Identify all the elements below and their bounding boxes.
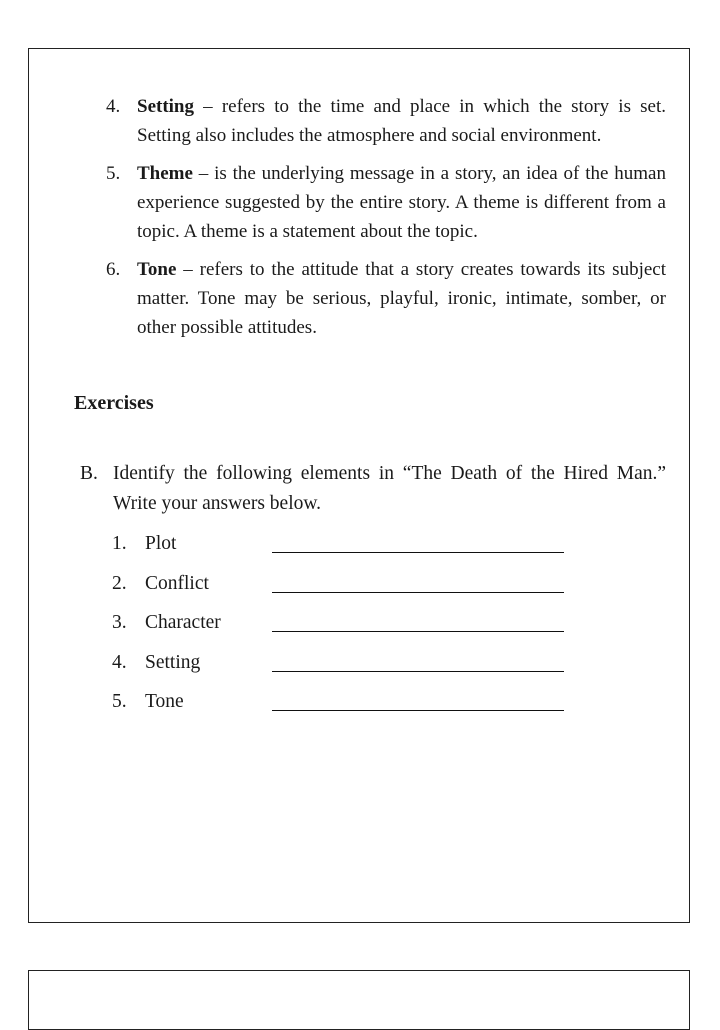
- answer-label: Setting: [145, 651, 201, 673]
- term-setting: Setting: [137, 96, 194, 117]
- answer-blank-line[interactable]: [272, 710, 564, 711]
- answer-number: 2.: [112, 572, 127, 594]
- answer-label: Tone: [145, 691, 184, 712]
- term-theme: Theme: [137, 163, 193, 184]
- answer-number: 3.: [112, 612, 127, 633]
- definition-theme: – is the underlying message in a story, an idea of the human experience suggested by the entire story. A theme is different from a topic. A theme is a statement about the topic.: [137, 163, 666, 242]
- item-number: 6.: [106, 259, 121, 280]
- exercises-heading: Exercises: [74, 392, 154, 414]
- answer-blank-line[interactable]: [272, 592, 564, 593]
- instruction-text: Identify the following elements in “The Death of the Hired Man.” Write your answers below.: [113, 463, 666, 514]
- answer-number: 5.: [112, 691, 127, 712]
- list-item: [76, 255, 666, 342]
- item-number: 4.: [106, 96, 121, 117]
- term-tone: Tone: [137, 259, 177, 280]
- answer-label: Plot: [145, 533, 177, 554]
- definition-setting: – refers to the time and place in which the story is set. Setting also includes the atmosphere and social environment.: [137, 96, 666, 146]
- story-elements-list: [76, 92, 666, 351]
- part-letter: B.: [80, 463, 98, 484]
- answer-blank-line[interactable]: [272, 552, 564, 553]
- next-page-frame: [28, 970, 690, 1030]
- definition-tone: – refers to the attitude that a story creates towards its subject matter. Tone may be serious, playful, ironic, intimate, somber, or other possible attitudes.: [137, 259, 666, 338]
- answer-blank-line[interactable]: [272, 671, 564, 672]
- item-number: 5.: [106, 163, 121, 184]
- list-item: [76, 92, 666, 150]
- exercise-instruction: [80, 459, 666, 519]
- list-item: [76, 159, 666, 246]
- answer-number: 4.: [112, 651, 127, 673]
- answer-label: Character: [145, 612, 221, 633]
- answer-label: Conflict: [145, 572, 209, 594]
- answer-number: 1.: [112, 533, 127, 554]
- answer-blank-line[interactable]: [272, 631, 564, 632]
